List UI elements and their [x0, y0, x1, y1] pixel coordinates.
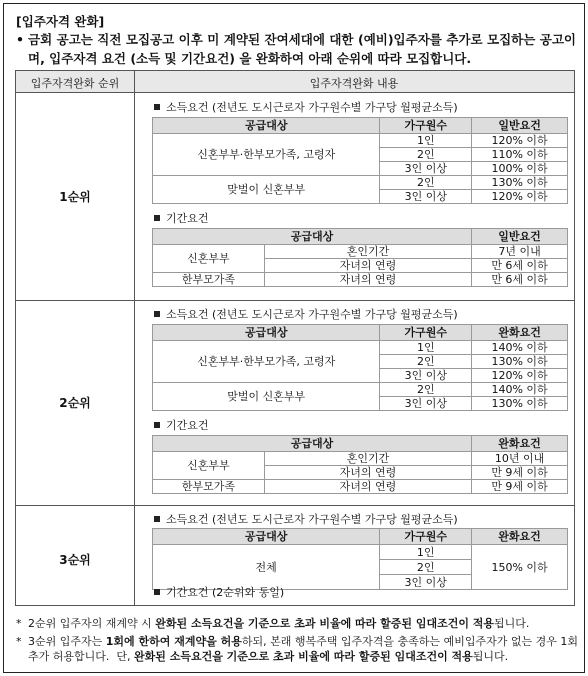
- section-title: [입주자격 완화]: [16, 14, 105, 29]
- table-header-cell: 완화요건: [472, 436, 568, 452]
- requirement-cell: 120% 이하: [472, 190, 568, 204]
- table-row: [153, 341, 568, 355]
- requirement-cell: 140% 이하: [472, 383, 568, 397]
- intro-paragraph: [16, 30, 576, 68]
- criteria-grid: [15, 70, 575, 606]
- rank-label-2: 2순위: [59, 396, 91, 410]
- income-section-title-2: 소득요건 (전년도 도시근로자 가구원수별 가구당 월평균소득): [154, 306, 458, 322]
- requirement-cell: 만 6세 이하: [472, 273, 568, 287]
- requirement-cell: 140% 이하: [472, 341, 568, 355]
- table-row: [153, 134, 568, 148]
- requirement-cell: 만 6세 이하: [472, 259, 568, 273]
- table-header-row: [153, 229, 568, 245]
- period-section-title-2: 기간요건: [154, 417, 209, 433]
- square-bullet-icon: [154, 311, 160, 317]
- table-header-cell: 공급대상: [153, 229, 472, 245]
- table-row: [153, 273, 568, 287]
- criterion-cell: 혼인기간: [264, 245, 471, 259]
- criterion-cell: 자녀의 연령: [264, 466, 471, 480]
- household-size-cell: 3인 이상: [380, 190, 472, 204]
- notice-page: [3, 3, 585, 673]
- household-size-cell: 2인: [380, 560, 472, 575]
- rank-separator: [16, 505, 574, 506]
- table-row: [153, 452, 568, 466]
- income-table-3: [152, 528, 568, 590]
- requirement-cell: 7년 이내: [472, 245, 568, 259]
- household-size-cell: 2인: [380, 148, 472, 162]
- supply-target-cell: 신혼부부: [153, 245, 265, 273]
- household-size-cell: 3인 이상: [380, 369, 472, 383]
- household-size-cell: 1인: [380, 545, 472, 560]
- requirement-cell: 150% 이하: [472, 545, 568, 590]
- requirement-cell: 120% 이하: [472, 134, 568, 148]
- intro-text: 금회 공고는 직전 모집공고 이후 미 계약된 잔여세대에 대한 (예비)입주자를 추가로 모집하는 공고이며, 입주자격 요건 (소득 및 기간요건) 을 완화하여 아래 순위에 따라 모집합니다.: [28, 32, 576, 66]
- table-header-cell: 일반요건: [472, 118, 568, 134]
- supply-target-cell: 맞벌이 신혼부부: [153, 176, 380, 204]
- table-header-cell: 공급대상: [153, 118, 380, 134]
- table-header-row: [153, 118, 568, 134]
- criterion-cell: 자녀의 연령: [264, 273, 471, 287]
- footnote: * 2순위 입주자의 재계약 시 완화된 소득요건을 기준으로 초과 비율에 따라 할증된 임대조건이 적용됩니다.: [16, 617, 530, 630]
- period-section-title-3: 기간요건 (2순위와 동일): [154, 584, 284, 600]
- square-bullet-icon: [154, 516, 160, 522]
- rank-label-3: 3순위: [59, 553, 91, 567]
- income-section-title-1: 소득요건 (전년도 도시근로자 가구원수별 가구당 월평균소득): [154, 99, 458, 115]
- table-header-cell: 일반요건: [472, 229, 568, 245]
- grid-header-content: 입주자격완화 내용: [309, 77, 399, 90]
- grid-header-rank: 입주자격완화 순위: [30, 77, 120, 90]
- household-size-cell: 3인 이상: [380, 575, 472, 590]
- supply-target-cell: 한부모가족: [153, 273, 265, 287]
- criterion-cell: 자녀의 연령: [264, 480, 471, 494]
- footnotes: [16, 616, 578, 664]
- table-header-row: [153, 529, 568, 545]
- household-size-cell: 3인 이상: [380, 397, 472, 411]
- table-row: [153, 176, 568, 190]
- requirement-cell: 110% 이하: [472, 148, 568, 162]
- requirement-cell: 100% 이하: [472, 162, 568, 176]
- table-header-row: [153, 325, 568, 341]
- household-size-cell: 3인 이상: [380, 162, 472, 176]
- requirement-cell: 만 9세 이하: [472, 480, 568, 494]
- supply-target-cell: 전체: [153, 545, 380, 590]
- grid-header: [16, 71, 574, 93]
- table-header-cell: 공급대상: [153, 529, 380, 545]
- period-section-title-1: 기간요건: [154, 210, 209, 226]
- table-header-row: [153, 436, 568, 452]
- income-table-2: [152, 324, 568, 411]
- criterion-cell: 자녀의 연령: [264, 259, 471, 273]
- supply-target-cell: 신혼부부: [153, 452, 265, 480]
- rank-separator: [16, 300, 574, 301]
- requirement-cell: 10년 이내: [472, 452, 568, 466]
- requirement-cell: 만 9세 이하: [472, 466, 568, 480]
- square-bullet-icon: [154, 104, 160, 110]
- requirement-cell: 130% 이하: [472, 355, 568, 369]
- household-size-cell: 2인: [380, 355, 472, 369]
- supply-target-cell: 신혼부부·한부모가족, 고령자: [153, 134, 380, 176]
- bullet-icon: •: [16, 32, 24, 47]
- household-size-cell: 1인: [380, 134, 472, 148]
- table-row: [153, 245, 568, 259]
- table-header-cell: 완화요건: [472, 325, 568, 341]
- footnote: * 3순위 입주자는 1회에 한하여 재계약을 허용하되, 본래 행복주택 입주자격을 충족하는 예비입주자가 없는 경우 1회 추가 허용합니다. 단, 완화된 소득요건을 기준으로 초과 비율에 따라 할증된 임대조건이 적용됩니다.: [16, 635, 578, 663]
- table-row: [153, 383, 568, 397]
- rank-label-1: 1순위: [59, 190, 91, 204]
- table-header-cell: 공급대상: [153, 436, 472, 452]
- table-header-cell: 공급대상: [153, 325, 380, 341]
- requirement-cell: 120% 이하: [472, 369, 568, 383]
- income-table-1: [152, 117, 568, 204]
- requirement-cell: 130% 이하: [472, 176, 568, 190]
- supply-target-cell: 신혼부부·한부모가족, 고령자: [153, 341, 380, 383]
- period-table-2: [152, 435, 568, 494]
- requirement-cell: 130% 이하: [472, 397, 568, 411]
- period-table-1: [152, 228, 568, 287]
- criterion-cell: 혼인기간: [264, 452, 471, 466]
- table-row: [153, 480, 568, 494]
- supply-target-cell: 한부모가족: [153, 480, 265, 494]
- table-header-cell: 가구원수: [380, 325, 472, 341]
- income-section-title-3: 소득요건 (전년도 도시근로자 가구원수별 가구당 월평균소득): [154, 511, 458, 527]
- supply-target-cell: 맞벌이 신혼부부: [153, 383, 380, 411]
- square-bullet-icon: [154, 215, 160, 221]
- household-size-cell: 1인: [380, 341, 472, 355]
- table-header-cell: 완화요건: [472, 529, 568, 545]
- table-header-cell: 가구원수: [380, 118, 472, 134]
- square-bullet-icon: [154, 422, 160, 428]
- household-size-cell: 2인: [380, 383, 472, 397]
- table-row: [153, 545, 568, 560]
- square-bullet-icon: [154, 589, 160, 595]
- household-size-cell: 2인: [380, 176, 472, 190]
- table-header-cell: 가구원수: [380, 529, 472, 545]
- grid-divider: [134, 71, 135, 605]
